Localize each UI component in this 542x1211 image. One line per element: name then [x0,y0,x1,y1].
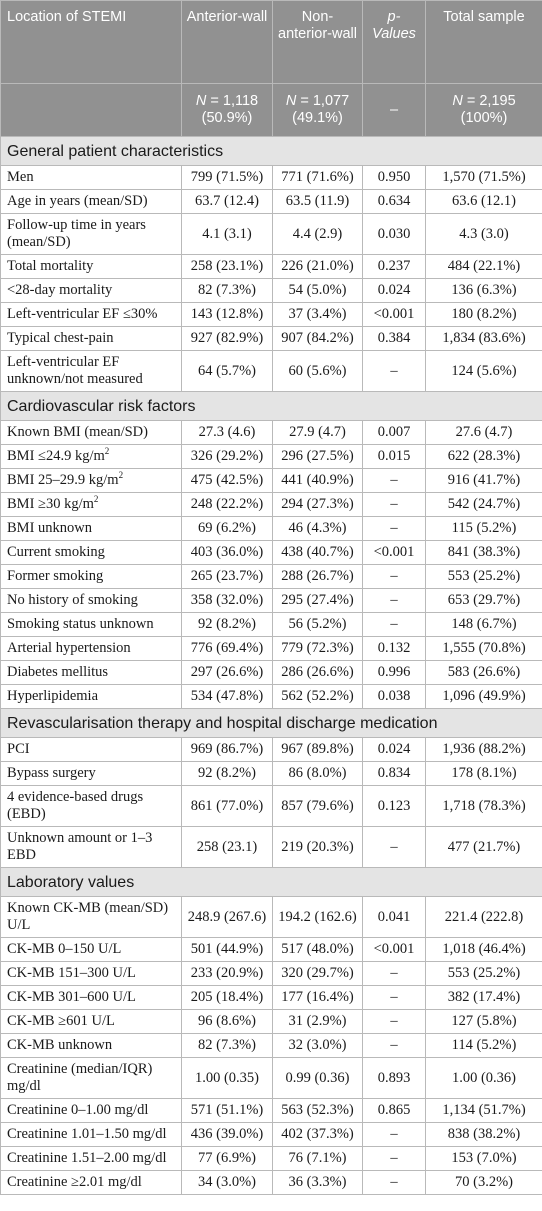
nonanterior-cell: 288 (26.7%) [273,565,363,589]
anterior-cell: 1.00 (0.35) [182,1058,273,1099]
row-label-cell [1,1147,182,1171]
table-row [1,166,542,190]
anterior-cell: 82 (7.3%) [182,279,273,303]
section-title: General patient characteristics [1,137,542,166]
section-title: Revascularisation therapy and hospital discharge medication [1,709,542,738]
pvalue-cell: – [363,1034,426,1058]
nonanterior-cell: 194.2 (162.6) [273,897,363,938]
row-label: CK-MB unknown [7,1037,113,1053]
total-cell: 148 (6.7%) [426,613,542,637]
row-label: Known CK-MB (mean/SD) U/L [7,900,169,933]
table-row [1,685,542,709]
unit-superscript: 2 [93,494,99,505]
anterior-cell: 969 (86.7%) [182,738,273,762]
anterior-cell: 501 (44.9%) [182,938,273,962]
table-body [1,137,542,1195]
header-anterior: Anterior-wall [182,1,273,84]
anterior-cell: 475 (42.5%) [182,469,273,493]
section-title: Laboratory values [1,868,542,897]
total-cell: 127 (5.8%) [426,1010,542,1034]
nonanterior-cell: 517 (48.0%) [273,938,363,962]
pvalue-cell: 0.030 [363,214,426,255]
pvalue-cell: 0.024 [363,738,426,762]
n-label: N [452,93,463,109]
total-cell: 70 (3.2%) [426,1171,542,1195]
header-row-labels [1,1,542,84]
row-label-cell [1,962,182,986]
row-label: PCI [7,741,30,757]
nonanterior-cell: 219 (20.3%) [273,827,363,868]
row-label-cell [1,214,182,255]
table-row [1,986,542,1010]
anterior-cell: 927 (82.9%) [182,327,273,351]
n-percent: (50.9%) [201,110,253,126]
pvalue-cell: 0.634 [363,190,426,214]
table-row [1,1123,542,1147]
row-label-cell [1,565,182,589]
table-row [1,938,542,962]
pvalue-cell: 0.038 [363,685,426,709]
row-label-cell [1,517,182,541]
header-n-nonanterior [273,84,363,137]
total-cell: 484 (22.1%) [426,255,542,279]
nonanterior-cell: 441 (40.9%) [273,469,363,493]
nonanterior-cell: 296 (27.5%) [273,445,363,469]
table-row [1,661,542,685]
row-label: Follow-up time in years (mean/SD) [7,217,146,250]
anterior-cell: 265 (23.7%) [182,565,273,589]
row-label: Creatinine 1.01–1.50 mg/dl [7,1126,167,1142]
anterior-cell: 77 (6.9%) [182,1147,273,1171]
row-label: CK-MB 0–150 U/L [7,941,122,957]
row-label-cell [1,421,182,445]
row-label-cell [1,1123,182,1147]
row-label: Bypass surgery [7,765,96,781]
row-label-cell [1,190,182,214]
anterior-cell: 258 (23.1) [182,827,273,868]
anterior-cell: 233 (20.9%) [182,962,273,986]
table-row [1,469,542,493]
row-label: Men [7,169,34,185]
header-n-anterior [182,84,273,137]
row-label-cell [1,493,182,517]
pvalue-cell: – [363,469,426,493]
nonanterior-cell: 63.5 (11.9) [273,190,363,214]
total-cell: 115 (5.2%) [426,517,542,541]
nonanterior-cell: 857 (79.6%) [273,786,363,827]
total-cell: 1,936 (88.2%) [426,738,542,762]
total-cell: 1,018 (46.4%) [426,938,542,962]
table-row [1,762,542,786]
row-label-cell [1,166,182,190]
section-header-row [1,709,542,738]
nonanterior-cell: 226 (21.0%) [273,255,363,279]
nonanterior-cell: 32 (3.0%) [273,1034,363,1058]
table-row [1,786,542,827]
pvalue-cell: – [363,1010,426,1034]
row-label-cell [1,541,182,565]
anterior-cell: 82 (7.3%) [182,1034,273,1058]
nonanterior-cell: 46 (4.3%) [273,517,363,541]
nonanterior-cell: 286 (26.6%) [273,661,363,685]
total-cell: 4.3 (3.0) [426,214,542,255]
anterior-cell: 571 (51.1%) [182,1099,273,1123]
total-cell: 1.00 (0.36) [426,1058,542,1099]
total-cell: 178 (8.1%) [426,762,542,786]
pvalue-cell: – [363,493,426,517]
row-label-cell [1,1010,182,1034]
total-cell: 553 (25.2%) [426,962,542,986]
total-cell: 124 (5.6%) [426,351,542,392]
row-label-cell [1,661,182,685]
row-label: Smoking status unknown [7,616,154,632]
total-cell: 841 (38.3%) [426,541,542,565]
pvalue-cell: – [363,1123,426,1147]
anterior-cell: 358 (32.0%) [182,589,273,613]
nonanterior-cell: 76 (7.1%) [273,1147,363,1171]
table-row [1,1171,542,1195]
n-value: = 1,077 [296,93,350,109]
pvalue-cell: – [363,565,426,589]
pvalue-cell: 0.950 [363,166,426,190]
table-row [1,589,542,613]
row-label: Age in years (mean/SD) [7,193,148,209]
pvalue-cell: 0.996 [363,661,426,685]
anterior-cell: 92 (8.2%) [182,613,273,637]
total-cell: 1,096 (49.9%) [426,685,542,709]
row-label-cell [1,738,182,762]
total-cell: 653 (29.7%) [426,589,542,613]
total-cell: 477 (21.7%) [426,827,542,868]
total-cell: 382 (17.4%) [426,986,542,1010]
pvalue-cell: 0.007 [363,421,426,445]
anterior-cell: 776 (69.4%) [182,637,273,661]
row-label: Current smoking [7,544,105,560]
row-label-cell [1,685,182,709]
table-row [1,613,542,637]
pvalue-cell: 0.384 [363,327,426,351]
nonanterior-cell: 563 (52.3%) [273,1099,363,1123]
row-label-cell [1,469,182,493]
row-label: 4 evidence-based drugs (EBD) [7,789,144,822]
row-label-cell [1,762,182,786]
total-cell: 542 (24.7%) [426,493,542,517]
nonanterior-cell: 295 (27.4%) [273,589,363,613]
table-row [1,445,542,469]
table-row [1,1010,542,1034]
anterior-cell: 63.7 (12.4) [182,190,273,214]
pvalue-cell: <0.001 [363,303,426,327]
row-label-cell [1,279,182,303]
row-label: CK-MB 151–300 U/L [7,965,136,981]
unit-superscript: 2 [118,470,124,481]
nonanterior-cell: 54 (5.0%) [273,279,363,303]
section-header-row [1,392,542,421]
total-cell: 553 (25.2%) [426,565,542,589]
pvalue-cell: – [363,351,426,392]
table-row [1,327,542,351]
row-label: BMI ≥30 kg/m [7,496,94,512]
table-header [1,1,542,137]
table-row [1,421,542,445]
table-row [1,190,542,214]
pvalue-cell: 0.893 [363,1058,426,1099]
total-cell: 583 (26.6%) [426,661,542,685]
total-cell: 63.6 (12.1) [426,190,542,214]
table-row [1,1034,542,1058]
anterior-cell: 4.1 (3.1) [182,214,273,255]
pvalue-cell: – [363,986,426,1010]
total-cell: 136 (6.3%) [426,279,542,303]
row-label-cell [1,613,182,637]
row-label: Creatinine (median/IQR) mg/dl [7,1061,153,1094]
table-row [1,255,542,279]
table-row [1,1058,542,1099]
row-label: Total mortality [7,258,94,274]
nonanterior-cell: 402 (37.3%) [273,1123,363,1147]
row-label-cell [1,897,182,938]
total-cell: 838 (38.2%) [426,1123,542,1147]
row-label-cell [1,827,182,868]
row-label: Former smoking [7,568,104,584]
header-location: Location of STEMI [1,1,182,84]
total-cell: 27.6 (4.7) [426,421,542,445]
nonanterior-cell: 438 (40.7%) [273,541,363,565]
table-row [1,565,542,589]
pvalue-cell: 0.237 [363,255,426,279]
row-label-cell [1,1058,182,1099]
row-label-cell [1,327,182,351]
header-pvalues: p-Values [363,1,426,84]
header-n-total [426,84,542,137]
pvalue-cell: 0.123 [363,786,426,827]
pvalue-cell: – [363,613,426,637]
nonanterior-cell: 86 (8.0%) [273,762,363,786]
n-value: = 2,195 [462,93,516,109]
anterior-cell: 799 (71.5%) [182,166,273,190]
pvalue-cell: 0.015 [363,445,426,469]
row-label-cell [1,303,182,327]
pvalue-cell: – [363,827,426,868]
table-row [1,214,542,255]
total-cell: 1,718 (78.3%) [426,786,542,827]
row-label: Creatinine 0–1.00 mg/dl [7,1102,149,1118]
nonanterior-cell: 907 (84.2%) [273,327,363,351]
nonanterior-cell: 36 (3.3%) [273,1171,363,1195]
table-row [1,637,542,661]
nonanterior-cell: 56 (5.2%) [273,613,363,637]
n-percent: (100%) [460,110,508,126]
nonanterior-cell: 4.4 (2.9) [273,214,363,255]
n-percent: (49.1%) [292,110,343,126]
nonanterior-cell: 60 (5.6%) [273,351,363,392]
row-label: Left-ventricular EF unknown/not measured [7,354,143,387]
total-cell: 221.4 (222.8) [426,897,542,938]
anterior-cell: 248.9 (267.6) [182,897,273,938]
row-label-cell [1,986,182,1010]
total-cell: 622 (28.3%) [426,445,542,469]
row-label: Unknown amount or 1–3 EBD [7,830,153,863]
row-label: CK-MB 301–600 U/L [7,989,136,1005]
pvalue-cell: 0.132 [363,637,426,661]
anterior-cell: 27.3 (4.6) [182,421,273,445]
pvalue-cell: – [363,589,426,613]
n-label: N [285,93,297,109]
total-cell: 1,834 (83.6%) [426,327,542,351]
pvalue-cell: 0.834 [363,762,426,786]
header-row-counts [1,84,542,137]
nonanterior-cell: 294 (27.3%) [273,493,363,517]
row-label-cell [1,1171,182,1195]
table-row [1,351,542,392]
pvalue-cell: 0.024 [363,279,426,303]
anterior-cell: 143 (12.8%) [182,303,273,327]
unit-superscript: 2 [104,446,110,457]
anterior-cell: 297 (26.6%) [182,661,273,685]
total-cell: 916 (41.7%) [426,469,542,493]
pvalue-cell: 0.041 [363,897,426,938]
pvalue-cell: – [363,1171,426,1195]
anterior-cell: 248 (22.2%) [182,493,273,517]
row-label: BMI ≤24.9 kg/m [7,448,105,464]
table-row [1,493,542,517]
total-cell: 153 (7.0%) [426,1147,542,1171]
row-label: Arterial hypertension [7,640,131,656]
row-label: <28-day mortality [7,282,113,298]
table-row [1,738,542,762]
section-header-row [1,868,542,897]
anterior-cell: 861 (77.0%) [182,786,273,827]
nonanterior-cell: 320 (29.7%) [273,962,363,986]
row-label-cell [1,637,182,661]
table-row [1,303,542,327]
row-label: Diabetes mellitus [7,664,109,680]
anterior-cell: 64 (5.7%) [182,351,273,392]
row-label: Creatinine ≥2.01 mg/dl [7,1174,142,1190]
row-label-cell [1,589,182,613]
row-label: No history of smoking [7,592,138,608]
table-row [1,517,542,541]
table-row [1,897,542,938]
total-cell: 1,570 (71.5%) [426,166,542,190]
row-label: Left-ventricular EF ≤30% [7,306,158,322]
anterior-cell: 258 (23.1%) [182,255,273,279]
table-row [1,279,542,303]
nonanterior-cell: 27.9 (4.7) [273,421,363,445]
anterior-cell: 96 (8.6%) [182,1010,273,1034]
row-label: Hyperlipidemia [7,688,99,704]
n-label: N [195,93,207,109]
nonanterior-cell: 562 (52.2%) [273,685,363,709]
nonanterior-cell: 177 (16.4%) [273,986,363,1010]
anterior-cell: 534 (47.8%) [182,685,273,709]
total-cell: 1,134 (51.7%) [426,1099,542,1123]
total-cell: 114 (5.2%) [426,1034,542,1058]
anterior-cell: 403 (36.0%) [182,541,273,565]
nonanterior-cell: 779 (72.3%) [273,637,363,661]
nonanterior-cell: 771 (71.6%) [273,166,363,190]
table-row [1,1147,542,1171]
table-row [1,541,542,565]
pvalue-cell: – [363,517,426,541]
header-n-pvalues: – [363,84,426,137]
anterior-cell: 34 (3.0%) [182,1171,273,1195]
row-label: Creatinine 1.51–2.00 mg/dl [7,1150,167,1166]
anterior-cell: 326 (29.2%) [182,445,273,469]
section-header-row [1,137,542,166]
pvalue-cell: <0.001 [363,938,426,962]
table-row [1,1099,542,1123]
pvalue-cell: – [363,1147,426,1171]
anterior-cell: 436 (39.0%) [182,1123,273,1147]
row-label-cell [1,1034,182,1058]
pvalue-cell: <0.001 [363,541,426,565]
row-label-cell [1,786,182,827]
table-row [1,827,542,868]
row-label: Known BMI (mean/SD) [7,424,148,440]
nonanterior-cell: 967 (89.8%) [273,738,363,762]
row-label-cell [1,351,182,392]
anterior-cell: 205 (18.4%) [182,986,273,1010]
table-row [1,962,542,986]
header-nonanterior: Non-anterior-wall [273,1,363,84]
anterior-cell: 92 (8.2%) [182,762,273,786]
row-label-cell [1,255,182,279]
row-label-cell [1,938,182,962]
row-label: CK-MB ≥601 U/L [7,1013,115,1029]
section-title: Cardiovascular risk factors [1,392,542,421]
row-label: BMI unknown [7,520,92,536]
row-label-cell [1,445,182,469]
anterior-cell: 69 (6.2%) [182,517,273,541]
row-label-cell [1,1099,182,1123]
nonanterior-cell: 31 (2.9%) [273,1010,363,1034]
row-label: BMI 25–29.9 kg/m [7,472,119,488]
header-total: Total sample [426,1,542,84]
total-cell: 1,555 (70.8%) [426,637,542,661]
pvalue-cell: – [363,962,426,986]
nonanterior-cell: 0.99 (0.36) [273,1058,363,1099]
n-value: = 1,118 [206,93,259,109]
total-cell: 180 (8.2%) [426,303,542,327]
row-label: Typical chest-pain [7,330,114,346]
nonanterior-cell: 37 (3.4%) [273,303,363,327]
header-location-blank [1,84,182,137]
pvalue-cell: 0.865 [363,1099,426,1123]
